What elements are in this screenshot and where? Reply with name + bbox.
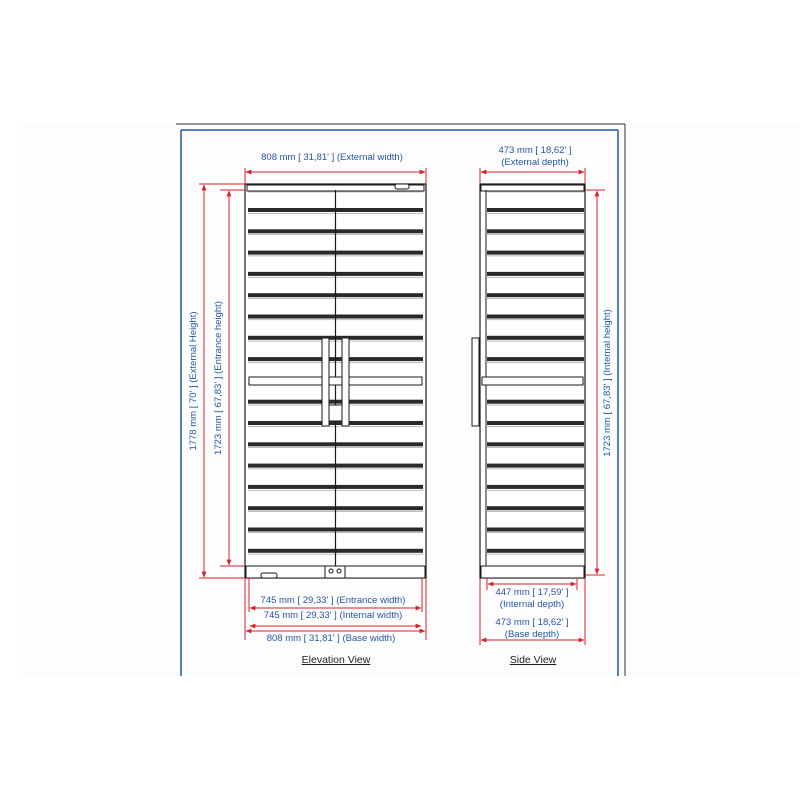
side-slat xyxy=(487,421,584,425)
side-base-depth-value: 473 mm [ 18,62' ] xyxy=(495,617,569,628)
side-internal-depth-value: 447 mm [ 17,59' ] xyxy=(495,587,569,598)
side-base-depth-label: (Base depth) xyxy=(504,629,560,640)
side-slat xyxy=(487,400,584,404)
side-base xyxy=(481,566,584,578)
left-door-handle xyxy=(322,338,329,426)
side-slat xyxy=(487,485,584,489)
right-door-handle xyxy=(342,338,349,426)
side-slat xyxy=(487,208,584,212)
side-slat xyxy=(487,357,584,361)
side-slat xyxy=(487,315,584,319)
side-slat xyxy=(487,464,584,468)
elevation-external-height-label: 1778 mm [ 70' ] (External Height) xyxy=(188,311,199,451)
base-foot xyxy=(261,573,277,578)
base-hasp xyxy=(325,566,345,578)
side-top-cap xyxy=(481,185,584,191)
elevation-internal-width-label: 745 mm [ 29,33' ] (Internal width) xyxy=(263,610,403,621)
side-slat xyxy=(487,336,584,340)
side-shelf-rail xyxy=(482,377,583,385)
side-view-caption: Side View xyxy=(509,654,557,666)
side-cabinet xyxy=(472,184,585,578)
side-slat xyxy=(487,251,584,255)
side-external-depth-value: 473 mm [ 18,62' ] xyxy=(498,145,572,156)
elevation-base-width-label: 808 mm [ 31,81' ] (Base width) xyxy=(266,633,396,644)
side-internal-depth-label: (Internal depth) xyxy=(499,599,565,610)
side-slat xyxy=(487,528,584,532)
elevation-external-width-label: 808 mm [ 31,81' ] (External width) xyxy=(261,152,403,163)
side-slat xyxy=(487,549,584,553)
side-internal-height-label: 1723 mm [ 67,83' ] (Internal height) xyxy=(602,309,613,457)
door-lock xyxy=(329,405,342,421)
side-slat xyxy=(487,293,584,297)
side-slat xyxy=(487,229,584,233)
middle-shelf-rail xyxy=(249,377,422,385)
side-slat xyxy=(487,506,584,510)
side-slat xyxy=(487,272,584,276)
elevation-entrance-height-label: 1723 mm [ 67,83' ] (Entrance height) xyxy=(213,301,224,455)
elevation-view-caption: Elevation View xyxy=(301,654,371,666)
side-external-depth-label: (External depth) xyxy=(501,157,569,168)
top-latch xyxy=(395,184,409,189)
elevation-cabinet xyxy=(245,184,426,578)
elevation-entrance-width-label: 745 mm [ 29,33' ] (Entrance width) xyxy=(260,595,406,606)
side-slat xyxy=(487,442,584,446)
side-door-handle xyxy=(472,338,479,426)
